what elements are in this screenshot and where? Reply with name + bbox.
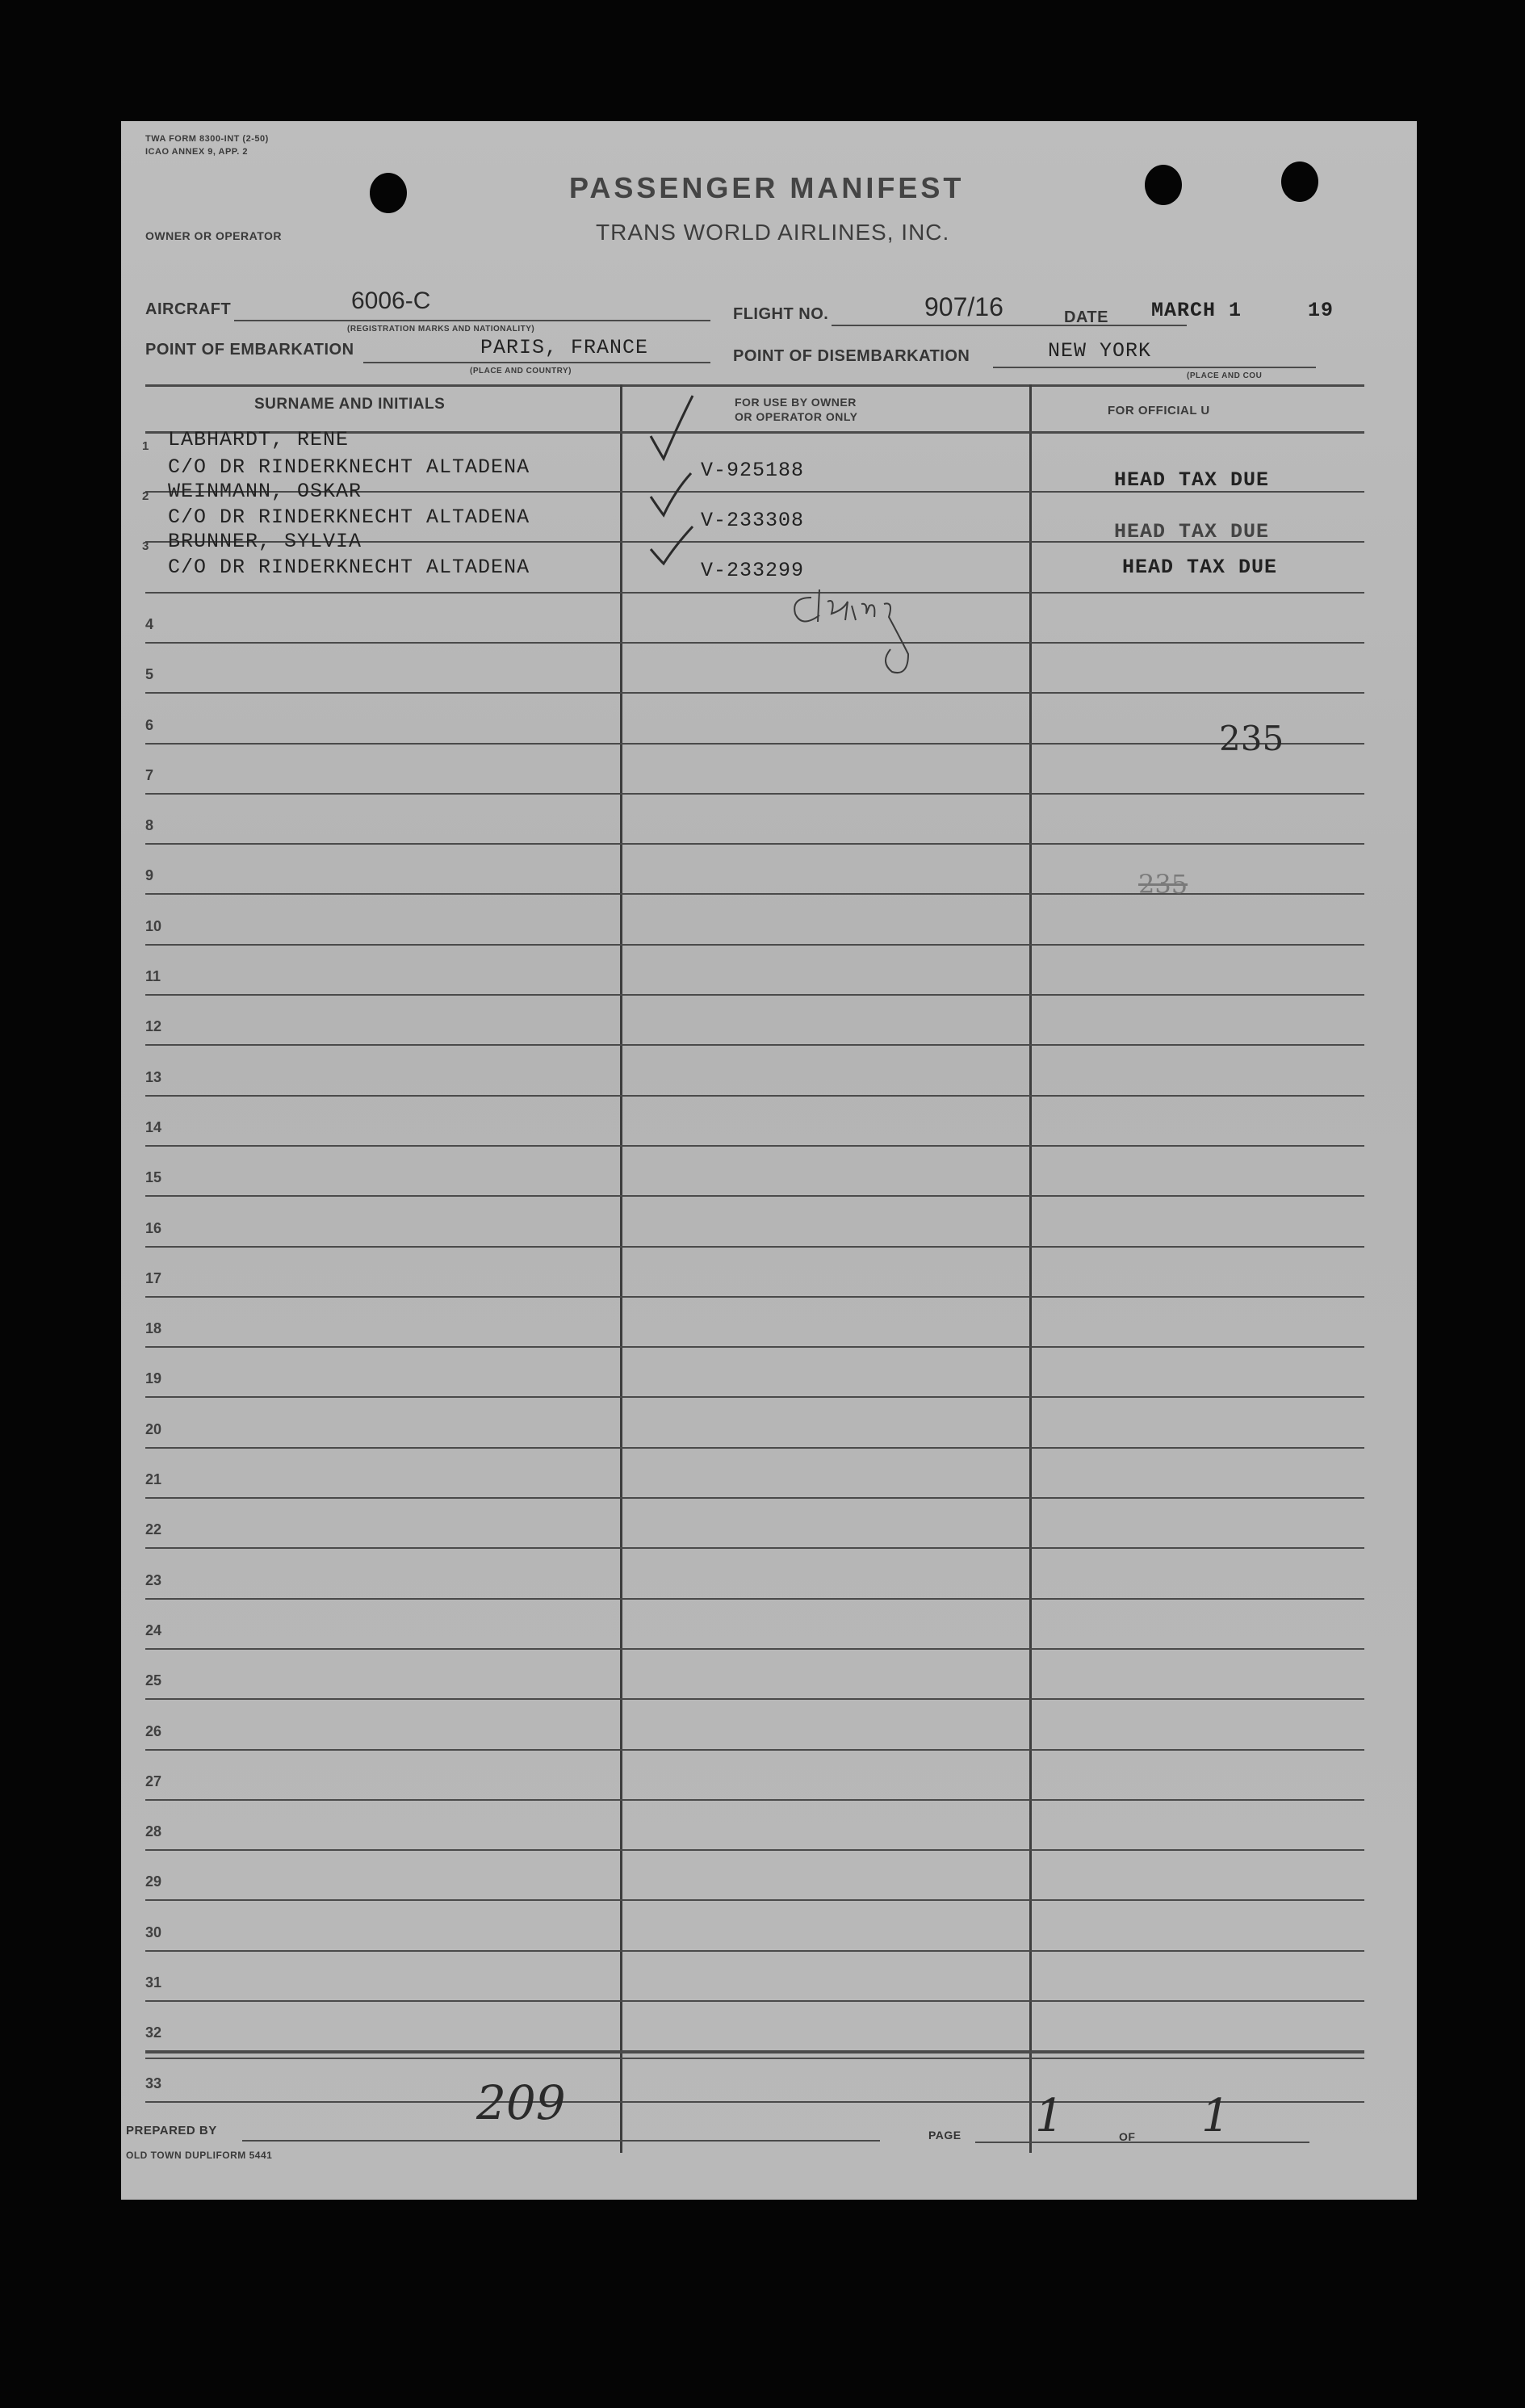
row-rule bbox=[145, 994, 1364, 996]
row-number: 6 bbox=[145, 717, 154, 733]
flight-value: 907/16 bbox=[924, 292, 1003, 321]
place-caption: (PLACE AND COUNTRY) bbox=[470, 367, 572, 375]
punch-hole bbox=[1145, 165, 1182, 205]
airline-name: TRANS WORLD AIRLINES, INC. bbox=[596, 220, 950, 245]
row-rule bbox=[145, 1497, 1364, 1499]
row-number: 24 bbox=[145, 1622, 162, 1638]
row-number: 3 bbox=[142, 539, 149, 553]
row-number: 27 bbox=[145, 1773, 162, 1789]
row-number: 16 bbox=[145, 1220, 162, 1236]
row-number: 4 bbox=[145, 616, 154, 632]
prepared-underline bbox=[242, 2140, 880, 2142]
row-number: 10 bbox=[145, 918, 162, 934]
row-number: 32 bbox=[145, 2024, 162, 2041]
row-rule bbox=[145, 2000, 1364, 2002]
passenger-2-official: HEAD TAX DUE bbox=[1114, 520, 1270, 543]
row-rule bbox=[145, 642, 1364, 644]
passenger-1-visa: V-925188 bbox=[701, 459, 805, 482]
manifest-sheet bbox=[121, 121, 1417, 2200]
owner-use-header-1: FOR USE BY OWNER bbox=[735, 396, 857, 409]
footer-rule-1 bbox=[145, 2051, 1364, 2054]
row-rule bbox=[145, 1296, 1364, 1298]
disembarkation-underline bbox=[993, 367, 1316, 368]
prepared-value: 209 bbox=[476, 2075, 566, 2130]
disembarkation-value: NEW YORK bbox=[1048, 339, 1152, 363]
row-rule bbox=[145, 743, 1364, 745]
row-number: 7 bbox=[145, 767, 154, 783]
flight-underline bbox=[832, 325, 1187, 326]
row-rule bbox=[145, 1396, 1364, 1398]
column-divider-2 bbox=[1029, 384, 1032, 2153]
row-rule bbox=[145, 1749, 1364, 1751]
aircraft-underline bbox=[234, 320, 710, 321]
embarkation-value: PARIS, FRANCE bbox=[480, 336, 649, 359]
punch-hole bbox=[1281, 162, 1318, 202]
signature-scribble bbox=[787, 581, 949, 694]
row-rule bbox=[145, 1648, 1364, 1650]
row-number: 30 bbox=[145, 1924, 162, 1940]
prepared-label: PREPARED BY bbox=[126, 2124, 217, 2137]
row-number: 9 bbox=[145, 867, 154, 883]
row-rule bbox=[145, 1145, 1364, 1147]
row-number: 12 bbox=[145, 1018, 162, 1034]
row-number: 31 bbox=[145, 1974, 162, 1991]
passenger-1-address: C/O DR RINDERKNECHT ALTADENA bbox=[168, 455, 530, 479]
aircraft-value: 6006-C bbox=[351, 287, 431, 314]
row-number: 8 bbox=[145, 817, 154, 833]
form-title: PASSENGER MANIFEST bbox=[569, 171, 965, 204]
row-rule bbox=[145, 1346, 1364, 1348]
embarkation-underline bbox=[363, 362, 710, 363]
row-number: 26 bbox=[145, 1723, 162, 1739]
row-rule bbox=[145, 1547, 1364, 1549]
row-number: 14 bbox=[145, 1119, 162, 1135]
row-number: 11 bbox=[145, 968, 161, 984]
row-number: 15 bbox=[145, 1169, 162, 1185]
page-label: PAGE bbox=[928, 2129, 962, 2142]
page-value: 1 bbox=[1035, 2090, 1064, 2142]
row-rule bbox=[145, 1044, 1364, 1046]
row-rule bbox=[145, 1246, 1364, 1248]
row-rule bbox=[145, 1799, 1364, 1801]
annex-code: ICAO ANNEX 9, APP. 2 bbox=[145, 147, 248, 157]
date-label: DATE bbox=[1064, 308, 1108, 326]
check-marks bbox=[646, 388, 710, 573]
table-top-rule bbox=[145, 384, 1364, 387]
row-rule bbox=[145, 1447, 1364, 1449]
place-caption-right: (PLACE AND COU bbox=[1187, 371, 1263, 380]
row-number: 18 bbox=[145, 1320, 162, 1336]
row-number: 20 bbox=[145, 1421, 162, 1437]
row-number: 5 bbox=[145, 666, 154, 682]
row-rule bbox=[145, 1698, 1364, 1700]
passenger-3-name: BRUNNER, SYLVIA bbox=[168, 530, 362, 553]
row-rule bbox=[145, 1899, 1364, 1901]
row-number: 29 bbox=[145, 1873, 162, 1890]
row-rule bbox=[145, 1195, 1364, 1197]
row-number: 28 bbox=[145, 1823, 162, 1840]
passenger-3-address: C/O DR RINDERKNECHT ALTADENA bbox=[168, 556, 530, 579]
passenger-2-address: C/O DR RINDERKNECHT ALTADENA bbox=[168, 506, 530, 529]
date-value: MARCH 1 bbox=[1151, 299, 1242, 322]
row-rule bbox=[145, 1095, 1364, 1097]
row-number: 19 bbox=[145, 1370, 162, 1386]
passenger-3-official: HEAD TAX DUE bbox=[1122, 556, 1278, 579]
row-number: 23 bbox=[145, 1572, 162, 1588]
row-rule bbox=[145, 592, 1364, 594]
row-number: 1 bbox=[142, 439, 149, 453]
printer-imprint: OLD TOWN DUPLIFORM 5441 bbox=[126, 2150, 273, 2161]
owner-label: OWNER OR OPERATOR bbox=[145, 229, 282, 242]
check-mark-icon bbox=[651, 396, 693, 459]
row-rule bbox=[145, 692, 1364, 694]
row-rule bbox=[145, 793, 1364, 795]
row-number: 17 bbox=[145, 1270, 162, 1286]
row-number: 25 bbox=[145, 1672, 162, 1689]
of-label: OF bbox=[1119, 2130, 1136, 2143]
passenger-1-name: LABHARDT, RENE bbox=[168, 428, 350, 451]
row-number: 2 bbox=[142, 489, 149, 503]
row-rule bbox=[145, 2101, 1364, 2103]
passenger-3-visa: V-233299 bbox=[701, 559, 805, 582]
form-code: TWA FORM 8300-INT (2-50) bbox=[145, 134, 269, 144]
embarkation-label: POINT OF EMBARKATION bbox=[145, 341, 354, 359]
check-mark-icon bbox=[651, 526, 693, 564]
row-number: 22 bbox=[145, 1521, 162, 1538]
flight-label: FLIGHT NO. bbox=[733, 305, 829, 323]
row-number: 33 bbox=[145, 2075, 162, 2091]
registration-caption: (REGISTRATION MARKS AND NATIONALITY) bbox=[347, 325, 535, 334]
disembarkation-label: POINT OF DISEMBARKATION bbox=[733, 347, 970, 365]
footer-rule-2 bbox=[145, 2058, 1364, 2059]
row-rule bbox=[145, 944, 1364, 946]
date-year-prefix: 19 bbox=[1308, 299, 1334, 322]
passenger-2-visa: V-233308 bbox=[701, 509, 805, 532]
aircraft-label: AIRCRAFT bbox=[145, 300, 232, 318]
owner-use-header-2: OR OPERATOR ONLY bbox=[735, 410, 858, 423]
passenger-2-name: WEINMANN, OSKAR bbox=[168, 480, 362, 503]
of-value: 1 bbox=[1201, 2090, 1230, 2142]
check-mark-icon bbox=[651, 473, 691, 515]
struck-number: 235 bbox=[1138, 869, 1188, 900]
row-rule bbox=[145, 1849, 1364, 1851]
surname-header: SURNAME AND INITIALS bbox=[254, 396, 446, 413]
row-number: 13 bbox=[145, 1069, 162, 1085]
official-header: FOR OFFICIAL U bbox=[1108, 404, 1210, 417]
passenger-1-official: HEAD TAX DUE bbox=[1114, 468, 1270, 492]
row-number: 21 bbox=[145, 1471, 162, 1487]
row-rule bbox=[145, 1598, 1364, 1600]
row-rule bbox=[145, 1950, 1364, 1952]
stamp-number: 235 bbox=[1219, 719, 1284, 758]
row-rule bbox=[145, 843, 1364, 845]
column-divider-1 bbox=[620, 384, 622, 2153]
punch-hole bbox=[370, 173, 407, 213]
